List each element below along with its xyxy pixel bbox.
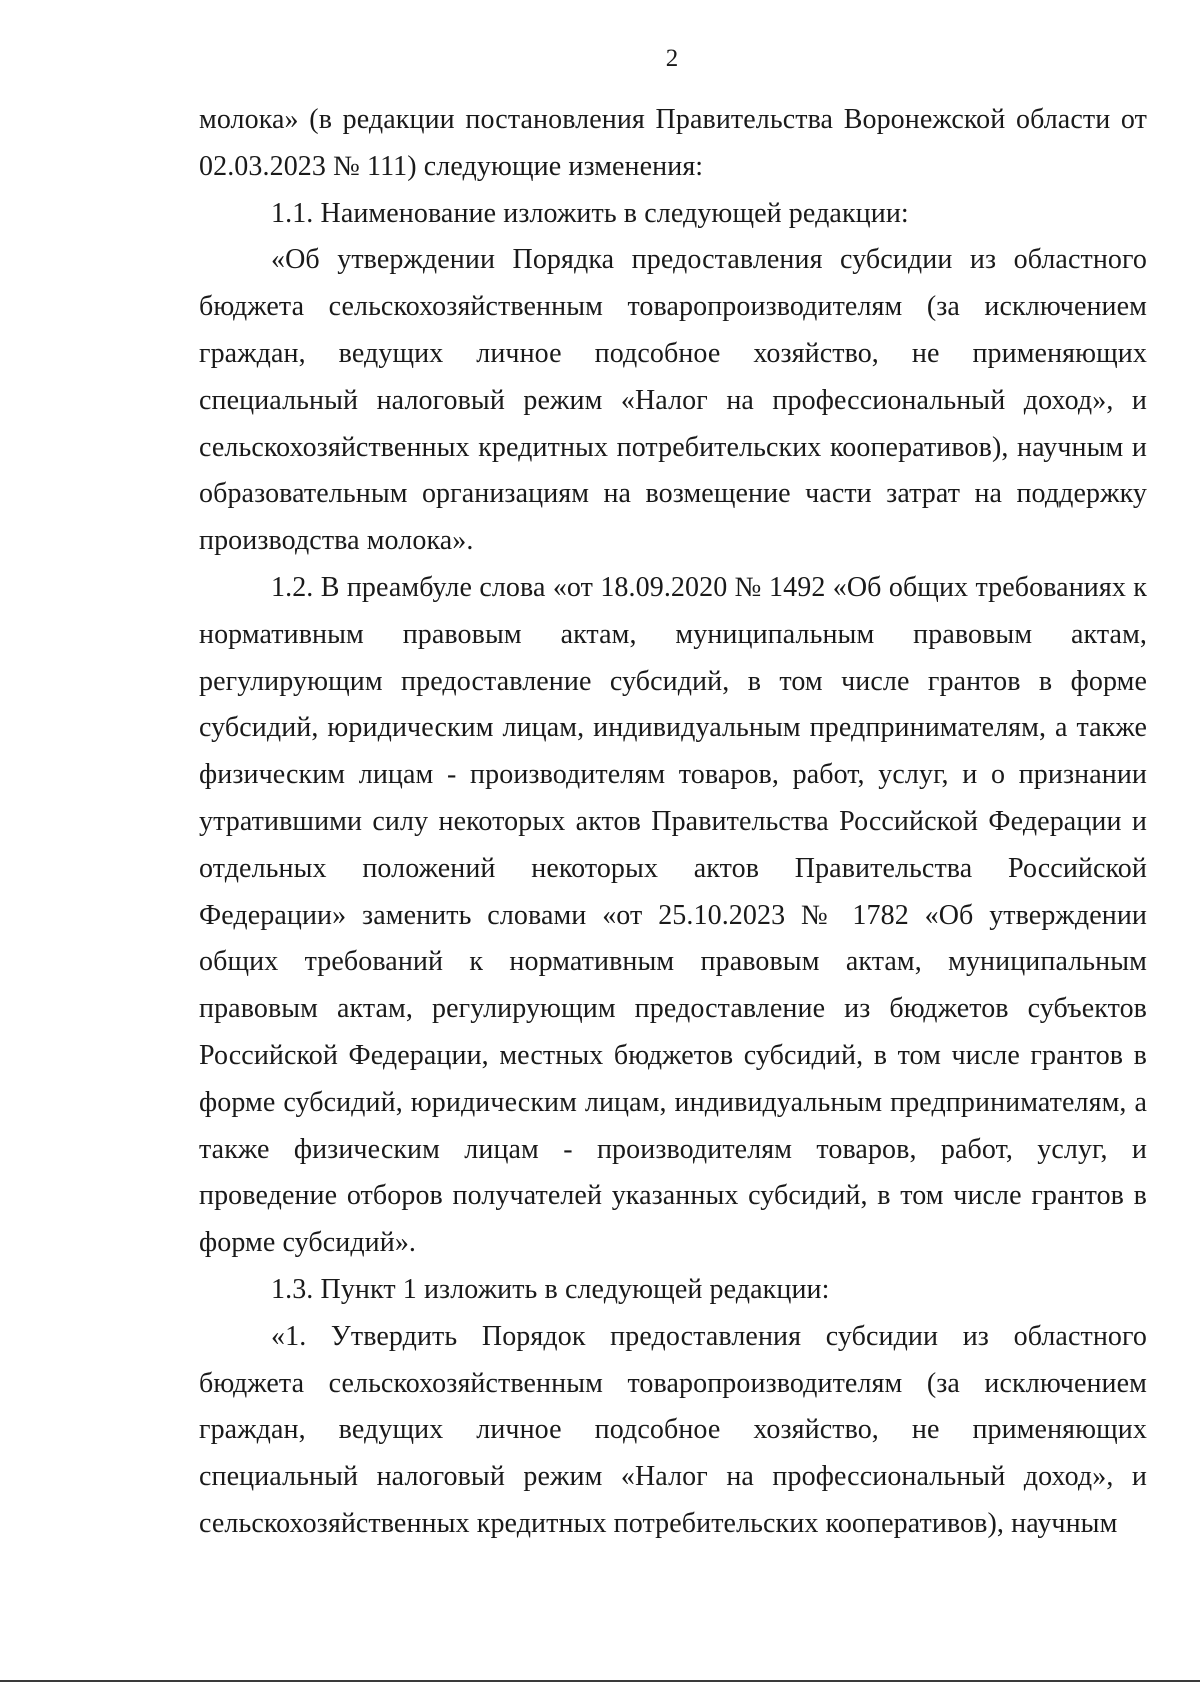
paragraph-quoted-item-1: «1. Утвердить Порядок предоставления субсидии из областного бюджета сельскохозяйственным товаропроизводителям (за исключением граждан, ведущих личное подсобное хозяйство, не применяющих специальный налоговый режим «Налог на профессиональный доход», и сельскохозяйственных кредитных потребительских кооперативов), научным	[199, 1320, 1147, 1539]
paragraph-continuation: молока» (в редакции постановления Правительства Воронежской области от 02.03.2023 № 111) следующие изменения:	[199, 104, 1147, 182]
paragraph-quoted-title: «Об утверждении Порядка предоставления субсидии из областного бюджета сельскохозяйственным товаропроизводителям (за исключением граждан, ведущих личное подсобное хозяйство, не применяющих специальный налоговый режим «Налог на профессиональный доход», и сельскохозяйственных кредитных потребительских кооперативов), научным и образовательным организациям на возмещение части затрат на поддержку производства молока».	[199, 244, 1147, 557]
paragraph-item-1-3: 1.3. Пункт 1 изложить в следующей редакции:	[271, 1273, 830, 1305]
page-bottom-border	[0, 1680, 1200, 1682]
paragraph-item-1-1: 1.1. Наименование изложить в следующей редакции:	[271, 197, 909, 229]
paragraph-item-1-2: 1.2. В преамбуле слова «от 18.09.2020 № 1492 «Об общих требованиях к нормативным правовым актам, муниципальным правовым актам, регулирующим предоставление субсидий, в том числе грантов в форме субсидий, юридическим лицам, индивидуальным предпринимателям, а также физическим лицам - производителям товаров, работ, услуг, и о признании утратившими силу некоторых актов Правительства Российской Федерации и отдельных положений некоторых актов Правительства Российской Федерации» заменить словами «от 25.10.2023 № 1782 «Об утверждении общих требований к нормативным правовым актам, муниципальным правовым актам, регулирующим предоставление из бюджетов субъектов Российской Федерации, местных бюджетов субсидий, в том числе грантов в форме субсидий, юридическим лицам, индивидуальным предпринимателям, а также физическим лицам - производителям товаров, работ, услуг, и проведение отборов получателей указанных субсидий, в том числе грантов в форме субсидий».	[199, 571, 1147, 1259]
document-body	[199, 97, 1147, 1548]
page-number: 2	[665, 45, 679, 72]
